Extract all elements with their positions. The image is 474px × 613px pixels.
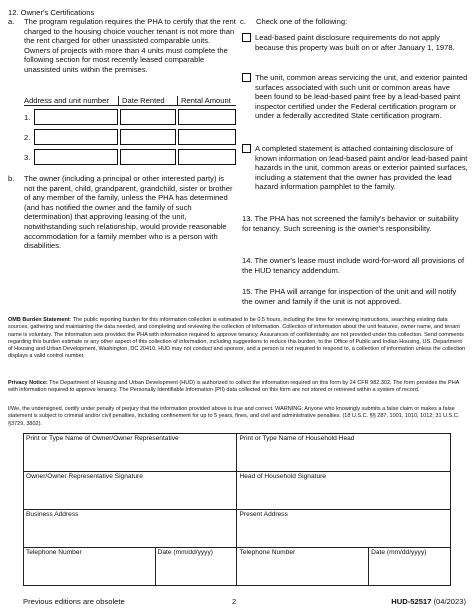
checkbox-lead-free[interactable] <box>242 73 251 82</box>
business-address-label: Business Address <box>26 511 79 518</box>
row-number: 1. <box>24 112 31 122</box>
table-rows <box>24 107 236 167</box>
table-row <box>24 127 236 147</box>
business-address-field[interactable] <box>24 510 237 548</box>
option-lead-free-text: The unit, common areas servicing the unit, and exterior painted surfaces associated with such unit or common areas have been found to be lead-based paint free by a lead-based paint inspector certified under the Federal certification program or under a federally accredited State certification program. <box>255 73 468 121</box>
row-number: 3. <box>24 152 31 162</box>
page-number: 2 <box>232 597 237 606</box>
option-disclosure-attached <box>242 144 468 192</box>
item-c-label: c. <box>240 17 246 26</box>
omb-burden-statement <box>8 317 466 361</box>
head-date-label: Date (mm/dd/yyyy) <box>371 549 427 556</box>
item-14: 14. The owner's lease must include word-for-word all provisions of the HUD tenancy addendum. <box>242 256 465 275</box>
owner-signature-field[interactable] <box>24 472 237 510</box>
item-13: 13. The PHA has not screened the family's behavior or suitability for tenancy. Such screening is the owner's responsibility. <box>242 214 459 233</box>
footer-obsolete-note: Previous editions are obsolete <box>23 597 125 606</box>
present-address-label: Present Address <box>239 511 288 518</box>
rental-amount-input-1[interactable] <box>178 109 236 125</box>
address-input-3[interactable] <box>34 149 118 165</box>
table-row <box>24 147 236 167</box>
present-address-field[interactable] <box>237 510 451 548</box>
omb-label: OMB Burden Statement <box>8 317 70 323</box>
item-a-label: a. <box>8 17 15 26</box>
form-date: (04/2023) <box>431 597 466 606</box>
head-date-field[interactable] <box>369 548 451 586</box>
date-rented-input-1[interactable] <box>120 109 176 125</box>
address-input-2[interactable] <box>34 129 118 145</box>
date-rented-input-3[interactable] <box>120 149 176 165</box>
item-b-text: The owner (including a principal or other interested party) is not the parent, child, grandparent, grandchild, sister or brother of any member of the family, unless the PHA has determined (and has notified the owner and the family of such determination) that approving leasing of the unit, notwithstanding such relationship, would provide reasonable accommodation for a family member who is a person with disabilities. <box>24 174 233 251</box>
checkbox-disclosure-attached[interactable] <box>242 144 251 153</box>
head-signature-field[interactable] <box>237 472 451 510</box>
option-lead-free <box>242 73 468 121</box>
privacy-label: Privacy Notice: <box>8 380 48 386</box>
date-rented-input-2[interactable] <box>120 129 176 145</box>
form-number <box>391 597 466 607</box>
signature-table <box>23 433 451 586</box>
item-b-label: b. <box>8 174 15 183</box>
head-name-field[interactable] <box>237 434 451 472</box>
omb-text: : The public reporting burden for this information collection is estimated to be 0.5 hours, including the time for reviewing instructions, searching existing data sources, gathering and maintaining the data needed, and completing and reviewing the collection of information. Collection of information about the unit features, owner name, and tenant name is voluntary. The information sets provides the PHA with information required to approve tenancy. Assurances of confidentiality are not provided under this collection. Send comments regarding this burden estimate or any other aspect of this collection of information, including suggestions to reduce this burden, to the Office of Public and Indian Housing, US. Department of Housing and Urban Development, Washington, DC 20410. HUD may not conduct and sponsor, and a person is not required to respond to, a collection of information unless the collection displays a valid control number. <box>8 317 466 360</box>
address-input-1[interactable] <box>34 109 118 125</box>
section-12-title: 12. Owner's Certifications <box>8 8 95 17</box>
head-telephone-label: Telephone Number <box>239 549 296 556</box>
comparable-units-table <box>24 96 236 106</box>
row-number: 2. <box>24 132 31 142</box>
option-lead-exempt-text: Lead-based paint disclosure requirements do not apply because this property was built on or after January 1, 1978. <box>255 33 455 52</box>
item-15: 15. The PHA will arrange for inspection of the unit and will notify the owner and family if the unit is not approved. <box>242 287 457 306</box>
table-row <box>24 107 236 127</box>
privacy-notice <box>8 380 466 395</box>
owner-name-label: Print or Type Name of Owner/Owner Representative <box>26 435 179 442</box>
head-name-label: Print or Type Name of Household Head <box>239 435 355 442</box>
owner-telephone-field[interactable] <box>24 548 156 586</box>
owner-signature-label: Owner/Owner Representative Signature <box>26 473 143 480</box>
certification-statement: I/We, the undersigned, certify under penalty of perjury that the information provided above is true and correct. WARNING: Anyone who knowingly submits a false claim or makes a false statement is subject to criminal and/or civil penalties, including confinement for up to 5 years, fines, and civil and administrative penalties. (18 U.S.C. §§ 287, 1001, 1010, 1012; 31 U.S.C. §3729, 3802). <box>8 406 460 427</box>
rental-amount-input-2[interactable] <box>178 129 236 145</box>
owner-name-field[interactable] <box>24 434 237 472</box>
head-signature-label: Head of Household Signature <box>239 473 326 480</box>
owner-telephone-label: Telephone Number <box>26 549 82 556</box>
rental-amount-input-3[interactable] <box>178 149 236 165</box>
item-a-text: The program regulation requires the PHA to certify that the rent charged to the housing choice voucher tenant is not more than the rent charged for other unassisted comparable units. Owners of projects with more than 4 units must complete the following section for most recently leased comparable unassisted units within the premises. <box>24 17 236 74</box>
header-date-rented: Date Rented <box>119 96 178 105</box>
item-c-title: Check one of the following: <box>256 17 348 26</box>
option-lead-exempt <box>242 33 468 52</box>
header-rental-amount: Rental Amount <box>181 96 231 105</box>
head-telephone-field[interactable] <box>237 548 369 586</box>
option-disclosure-attached-text: A completed statement is attached containing disclosure of known information on lead-based paint and/or lead-based paint hazards in the unit, common areas or exterior painted surfaces, including a statement that the owner has provided the lead hazard information pamphlet to the family. <box>255 144 468 192</box>
privacy-text: The Department of Housing and Urban Development (HUD) is authorized to collect the information required on this form by 24 CFR 982.302. The form provides the PHA with information required to approve tenancy. The Personally Identifiable Information (PII) data collected on this form are not stored or retrieved within a system of record. <box>8 380 460 394</box>
header-address: Address and unit number <box>24 96 119 105</box>
checkbox-lead-exempt[interactable] <box>242 33 251 42</box>
owner-date-label: Date (mm/dd/yyyy) <box>157 549 213 556</box>
owner-date-field[interactable] <box>155 548 237 586</box>
form-id: HUD-52517 <box>391 597 432 606</box>
